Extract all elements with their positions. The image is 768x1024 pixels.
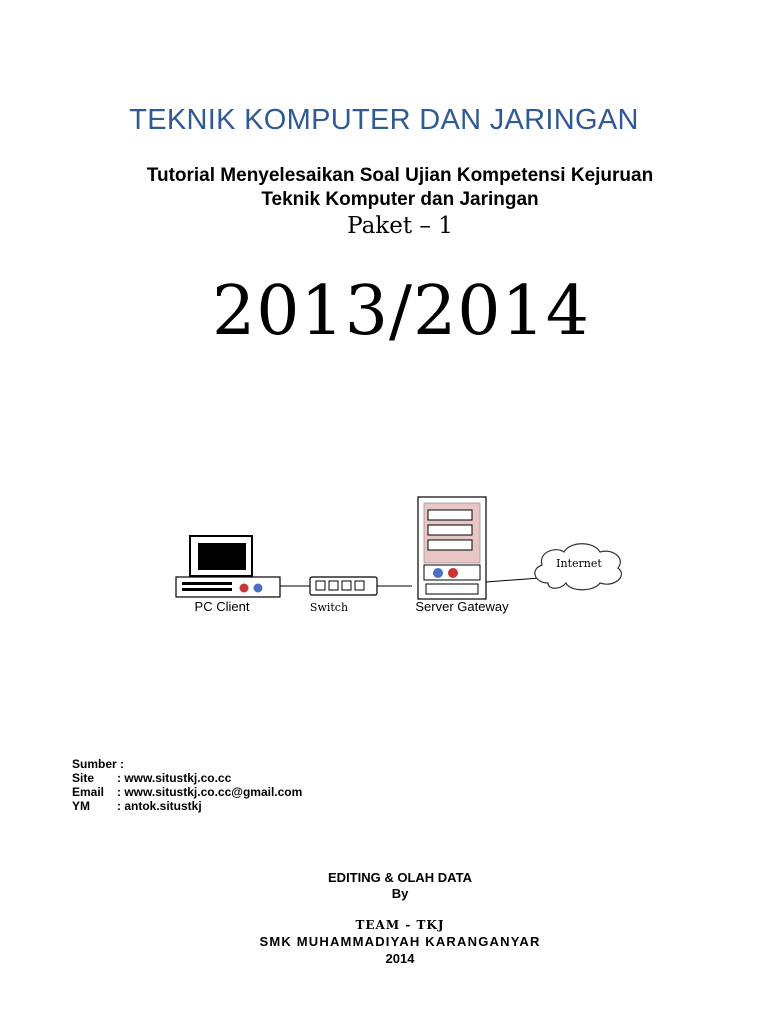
label-switch: Switch: [309, 601, 349, 614]
footer-year: 2014: [385, 951, 415, 966]
source-key: Email: [72, 785, 105, 799]
source-value: : www.situstkj.co.cc: [117, 771, 232, 785]
source-key: YM: [72, 799, 90, 813]
sources-heading: Sumber :: [72, 757, 125, 771]
label-pc-client: PC Client: [194, 599, 250, 614]
label-server-gateway: Server Gateway: [415, 599, 509, 614]
paket-label: Paket – 1: [347, 213, 453, 239]
document-title: TEKNIK KOMPUTER DAN JARINGAN: [129, 104, 639, 136]
label-internet: Internet: [556, 557, 602, 570]
source-value: : www.situstkj.co.cc@gmail.com: [117, 785, 303, 799]
source-row-ym: [72, 799, 202, 813]
subtitle-line-1: Tutorial Menyelesaikan Soal Ujian Kompetensi Kejuruan: [146, 165, 654, 186]
server-icon: [418, 497, 486, 599]
pc-client-icon: [176, 536, 280, 597]
academic-year: 2013/2014: [211, 272, 591, 351]
source-key: Site: [72, 771, 95, 785]
team-name: TEAM - TKJ: [355, 918, 445, 932]
source-row-email: [72, 785, 302, 799]
switch-icon: [310, 577, 377, 595]
school-name: SMK MUHAMMADIYAH KARANGANYAR: [259, 934, 541, 949]
source-value: : antok.situstkj: [117, 799, 202, 813]
editing-label: EDITING & OLAH DATA: [328, 870, 472, 885]
network-diagram: [0, 480, 768, 620]
source-row-site: [72, 771, 231, 785]
by-label: By: [391, 886, 409, 901]
subtitle-line-2: Teknik Komputer dan Jaringan: [261, 189, 539, 210]
